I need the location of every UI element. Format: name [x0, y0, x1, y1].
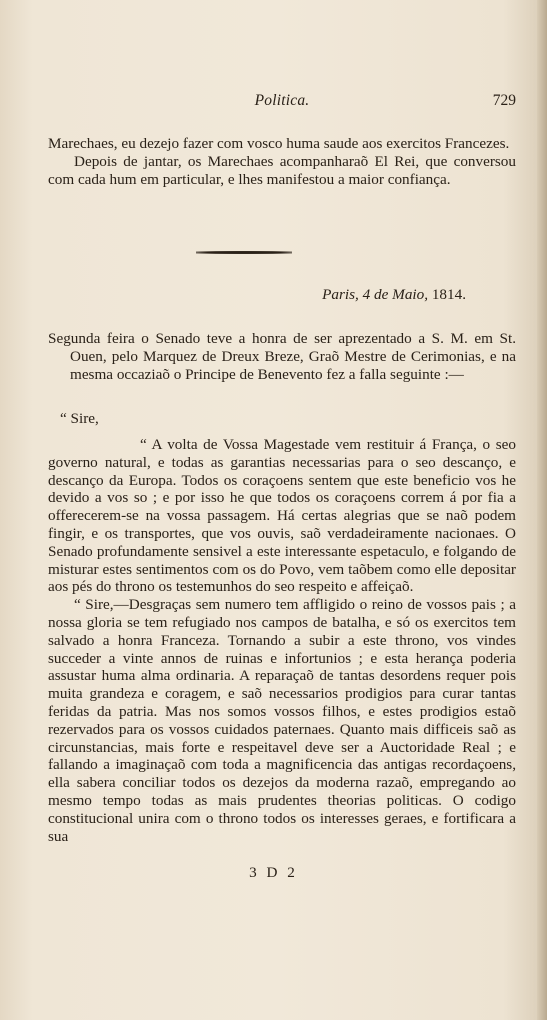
speech-paragraph: “ Sire,—Desgraças sem numero tem affligido o reino de vossos pais ; a nossa gloria se tem refugiado nos campos de batalha, e só os exercitos tem salvado a honra Franceza. Tornando a subir a este throno, vos vindes succeder a vinte annos de ruinas e infortunios ; e esta herança poderia assustar huma alma ordinaria. A reparaçaõ de tantas desordens requer pois muita grandeza e coragem, e saõ necessarios prodigios para curar tantas feridas da patria. Mas nos somos vossos filhos, e estes prodigios estaõ rezervados para os vossos cuidados paternaes. Quanto mais difficeis saõ as circunstancias, mais forte e respeitavel deve ser a Auctoridade Real ; e fallando a imaginaçaõ com toda a magnificencia das antigas recordaçoens, ella sabera conciliar todos os dezejos da moderna razaõ, empregando ao mesmo tempo todas as mais prudentes theorias politicas. O codigo constitucional unira com o throno todos os interesses geraes, e fortificara a sua — [48, 596, 516, 845]
intro-paragraph: Segunda feira o Senado teve a honra de ser aprezentado a S. M. em St. Ouen, pelo Marquez de Dreux Breze, Graõ Mestre de Cerimonias, e na mesma occaziaõ o Principe de Benevento fez a falla seguinte :— — [48, 330, 516, 383]
section-divider — [196, 251, 292, 254]
running-header — [48, 92, 516, 116]
top-text-block — [48, 135, 516, 188]
page-number: 729 — [492, 92, 516, 109]
paragraph: Depois de jantar, os Marechaes acompanharaõ El Rei, que conversou com cada hum em particular, e lhes manifestou a maior confiança. — [48, 152, 516, 188]
dateline-year: 1814. — [431, 286, 466, 303]
speech-block — [48, 436, 516, 845]
speech-paragraph: “ A volta de Vossa Magestade vem restituir á França, o seo governo natural, e todas as garantias necessarias para o seo descanço, e descanço da Europa. Todos os coraçoens sentem que este beneficio vos he devido a vos so ; e por isso he que todos os coraçoens correm á por fia a offerecerem-se na vossa passagem. Há certas alegrias que se naõ podem fingir, e os transportes, que vos ouvis, saõ verdadeiramente nacionaes. O Senado profundamente sensivel a este interessante espetaculo, e folgando de misturar estes sentimentos com os do Povo, vem taõbem como elle depositar aos pés do throno os testemunhos do seo respeito e affeiçaõ. — [48, 436, 516, 596]
dateline-place: Paris, — [322, 286, 359, 303]
intro-block — [48, 330, 516, 383]
paragraph: Marechaes, eu dezejo fazer com vosco huma saude aos exercitos Francezes. — [48, 135, 510, 152]
running-title: Politica. — [254, 92, 310, 109]
dateline-date: 4 de Maio, — [362, 286, 429, 303]
dateline — [48, 286, 516, 304]
signature-mark: 3 D 2 — [249, 864, 298, 881]
salutation: “ Sire, — [60, 410, 99, 427]
